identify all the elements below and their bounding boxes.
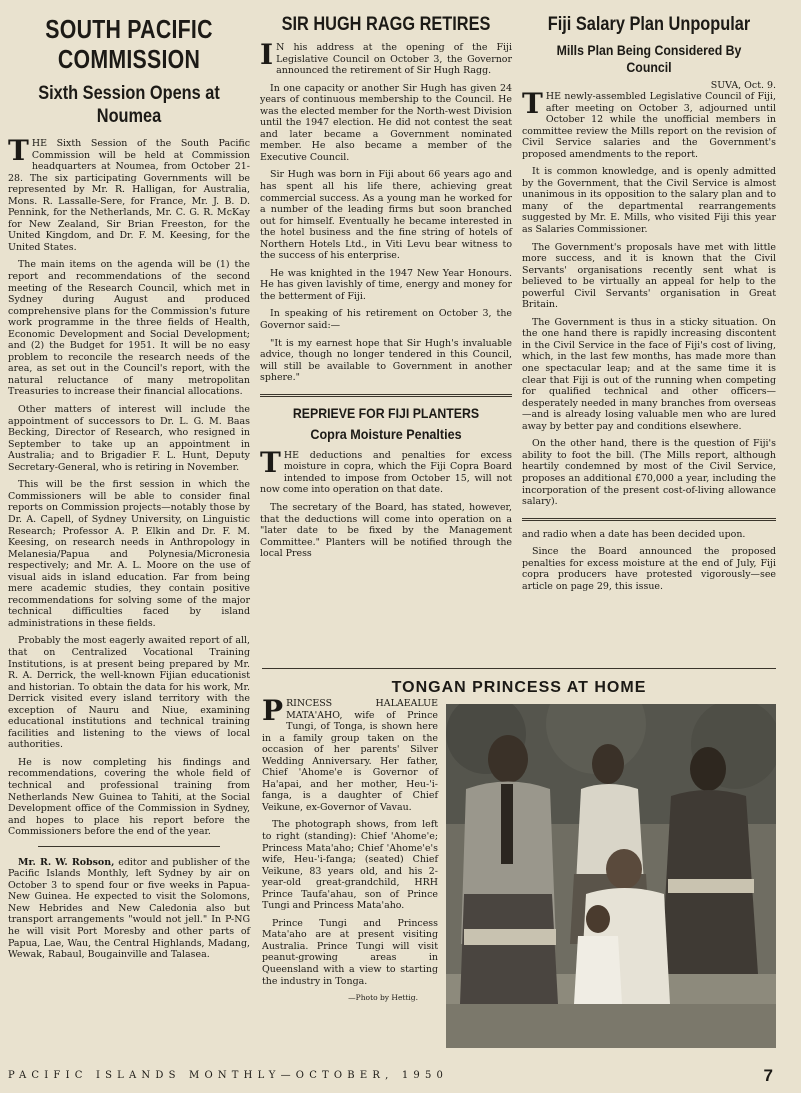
- footer-publication: PACIFIC ISLANDS MONTHLY—OCTOBER, 1950: [8, 1070, 449, 1081]
- paragraph: Prince Tungi and Princess Mata'aho are at present visiting Australia. Prince Tungi will visit peanut-growing areas in Queensland with a view to starting the industry in Tonga.: [262, 917, 438, 987]
- article-subtitle-copra: Copra Moisture Penalties: [310, 425, 462, 442]
- tongan-princess-section: [262, 676, 776, 1003]
- paragraph: In one capacity or another Sir Hugh has given 24 years of continuous membership to the Council. He was the elected member for the North-west Division until the 1947 election. He did not contest the seat and later became a Government nominated member. He also became a member of the Executive Council.: [260, 82, 512, 163]
- paragraph: "It is my earnest hope that Sir Hugh's invaluable advice, though no longer tendered in this Council, will still be available to Government in another sphere.": [260, 337, 512, 384]
- paragraph: On the other hand, there is the question of Fiji's ability to foot the bill. (The Mills report, although heartily condemned by most of the Civil Service, proposes an additional £70,000 a year, including the incorporation of the present cost-of-living allowance salary).: [522, 438, 776, 508]
- paragraph: IN his address at the opening of the Fiji Legislative Council on October 3, the Governor announced the retirement of Sir Hugh Ragg.: [260, 38, 512, 77]
- paragraph: Other matters of interest will include the appointment of successors to Dr. L. G. M. Baas Becking, Director of Research, who resigned in September to take up an appointment in Australia; and to Brigadier F. L. Hunt, Deputy Secretary-General, who is retiring in November.: [8, 404, 250, 473]
- photo-illustration: [446, 704, 776, 1048]
- paragraph: The Government's proposals have met with little more success, and it is known that the Civil Servants' organisations recently sent what is believed to be virtually an appeal for help to the powerful Civil Servants' organisation in Great Britain.: [522, 241, 776, 311]
- robson-name: Mr. R. W. Robson,: [18, 856, 115, 868]
- column-1: [8, 14, 250, 967]
- divider: [38, 846, 220, 847]
- paragraph: THE Sixth Session of the South Pacific Commission will be held at Commission headquarters at Noumea, from October 21-28. The six participating Governments will be represented by Mr. R. Halligan, for Australia, Mons. R. Lassalle-Sere, for France, Mr. J. B. D. Pennink, for the Netherlands, Mr. C. G. R. McKay for New Zealand, Sir Brian Freeston, for the United Kingdom, and Dr. F. M. Keesing, for the United States.: [8, 134, 250, 253]
- robson-note: [8, 857, 250, 961]
- paragraph: He is now completing his findings and recommendations, covering the whole field of technical and professional training from Netherlands New Guinea to Tahiti, at the Social Development office of the Commission in Sydney, and hopes to place his report before the Commissioners before the end of the year.: [8, 756, 250, 838]
- robson-text: editor and publisher of the Pacific Islands Monthly, left Sydney by air on October 3 to spend four or five weeks in Papua-New Guinea. He expected to visit the Solomons, New Hebrides and New Caledonia also but transport arrangements "would not jell." In P-NG he will visit Port Moresby and other parts of Papua, Lae, Wau, the Central Highlands, Madang, Wewak, Rabaul, Bougainville and Talasea.: [8, 856, 250, 961]
- divider: [522, 518, 776, 521]
- dateline: SUVA, Oct. 9.: [710, 80, 776, 91]
- column-2: [260, 14, 512, 566]
- tongan-text: [262, 694, 438, 1003]
- paragraph: Since the Board announced the proposed penalties for excess moisture at the end of July, Fiji copra producers have protested vigorously—see article on page 29, this issue.: [522, 546, 776, 592]
- paragraph: The main items on the agenda will be (1) the report and recommendations of the second meeting of the Research Council, which met in Sydney during August and produced comprehensive plans for the Commission's future work programme in the three fields of Health, Economic Development and Social Development; and (2) the Budget for 1951. It will be no easy problem to reconcile the research needs of the area, as set out in the Council's report, with the natural reluctance of many metropolitan Treasuries to increase their financial allocations.: [8, 259, 250, 398]
- article-title-fiji-salary: Fiji Salary Plan Unpopular: [547, 14, 751, 35]
- paragraph: THE deductions and penalties for excess moisture in copra, which the Fiji Copra Board intended to impose from October 15, will not now come into operation on that date.: [260, 445, 512, 496]
- article-title-reprieve: REPRIEVE FOR FIJI PLANTERS: [292, 404, 480, 421]
- paragraph: The Government is thus in a sticky situation. On the one hand there is rapidly increasing discontent in the Civil Service in the face of Fiji's cost of living, which, in the last few months, has made more than one spectacular leap; and at the same time it is clear that Fiji is out of the running when competing for qualified technical and other officers—desperately needed in many branches from overseas—and is already losing valuable men who are lured away by better pay and conditions elsewhere.: [522, 316, 776, 432]
- paragraph: In speaking of his retirement on October 3, the Governor said:—: [260, 308, 512, 332]
- paragraph: THE newly-assembled Legislative Council of Fiji, after meeting on October 3, adjourned until October 12 while the unofficial members in committee review the Mills report on the revision of Civil Service salaries and the Government's proposed amendments to the report.: [522, 87, 776, 160]
- paragraph: Sir Hugh was born in Fiji about 66 years ago and has spent all his life there, achieving great commercial success. As a young man he worked for a number of the leading firms but soon branched out for himself. Eventually he became interested in the hotel business and the fine string of hotels of Northern Hotels Ltd., in Viti Levu bear witness to the success of his enterprise.: [260, 169, 512, 262]
- divider: [260, 394, 512, 397]
- paragraph: This will be the first session in which the Commissioners will be able to consider final reports on Commission projects—notably those by Dr. A. Capell, of Sydney University, on Linguistic Research; Professor A. P. Elkin and Dr. F. M. Keesing, on research needs in Anthropology in Melanesia/Papua and Polynesia/Micronesia respectively; and Mr. A. L. Moore on the use of visual aids in island education. Far from being mere academic studies, they contain positive recommendations for solving some of the major technical difficulties faced by island administrations in these fields.: [8, 479, 250, 629]
- column-3: [522, 14, 776, 598]
- article-subtitle-sixth-session: Sixth Session Opens at Noumea: [38, 83, 220, 127]
- paragraph: He was knighted in the 1947 New Year Honours. He has given lavishly of time, energy and money for the betterment of Fiji.: [260, 267, 512, 302]
- family-group-photo: [446, 704, 776, 1048]
- paragraph: It is common knowledge, and is openly admitted by the Government, that the Civil Service is almost unanimous in its opposition to the salary plan and to many of the departmental rearrangements suggested by Mr. E. Mills, who visited Fiji this year as Salaries Commissioner.: [522, 166, 776, 236]
- paragraph: The photograph shows, from left to right (standing): Chief 'Ahome'e; Princess Mata'aho; Chief 'Ahome'e's wife, Heu-'i-fanga; (seated) Chief Veikune, 83 years old, and his 2-year-old great-grandchild, HRH Prince Taufa'ahau, son of Prince Tungi and Princess Mata'aho.: [262, 819, 438, 912]
- paragraph: PRINCESS HALAEALUE MATA'AHO, wife of Prince Tungi, of Tonga, is shown here in a family group taken on the occasion of her parents' Silver Wedding Anniversary. Her father, Chief 'Ahome'e is Governor of Ha'apai, and her mother, Heu-'i-fanga, is a daughter of Chief Veikune, ex-Governor of Vavau.: [262, 694, 438, 813]
- article-subtitle-mills-plan: Mills Plan Being Considered By Council: [556, 42, 742, 75]
- paragraph: The secretary of the Board, has stated, however, that the deductions will come into operation on a "later date to be fixed by the Management Committee." Planters will be notified through the local Press: [260, 501, 512, 560]
- photo-credit: —Photo by Hettig.: [348, 993, 418, 1003]
- page-footer: [0, 1066, 801, 1086]
- page-number: 7: [763, 1066, 773, 1085]
- article-title-south-pacific-commission: SOUTH PACIFIC COMMISSION: [45, 14, 213, 74]
- paragraph: and radio when a date has been decided upon.: [522, 528, 746, 540]
- paragraph: Probably the most eagerly awaited report of all, that on Centralized Vocational Training Institutions, is at present being prepared by Mr. R. A. Derrick, the well-known Fijian educationist and historian. To obtain the data for his work, Mr. Derrick visited every island territory with the exception of Nauru and Niue, examining educational institutions and technical training facilities and listening to the views of local authorities.: [8, 635, 250, 751]
- tongan-section-title: TONGAN PRINCESS AT HOME: [391, 679, 647, 696]
- divider: [262, 668, 776, 669]
- article-title-sir-hugh-ragg: SIR HUGH RAGG RETIRES: [281, 14, 491, 35]
